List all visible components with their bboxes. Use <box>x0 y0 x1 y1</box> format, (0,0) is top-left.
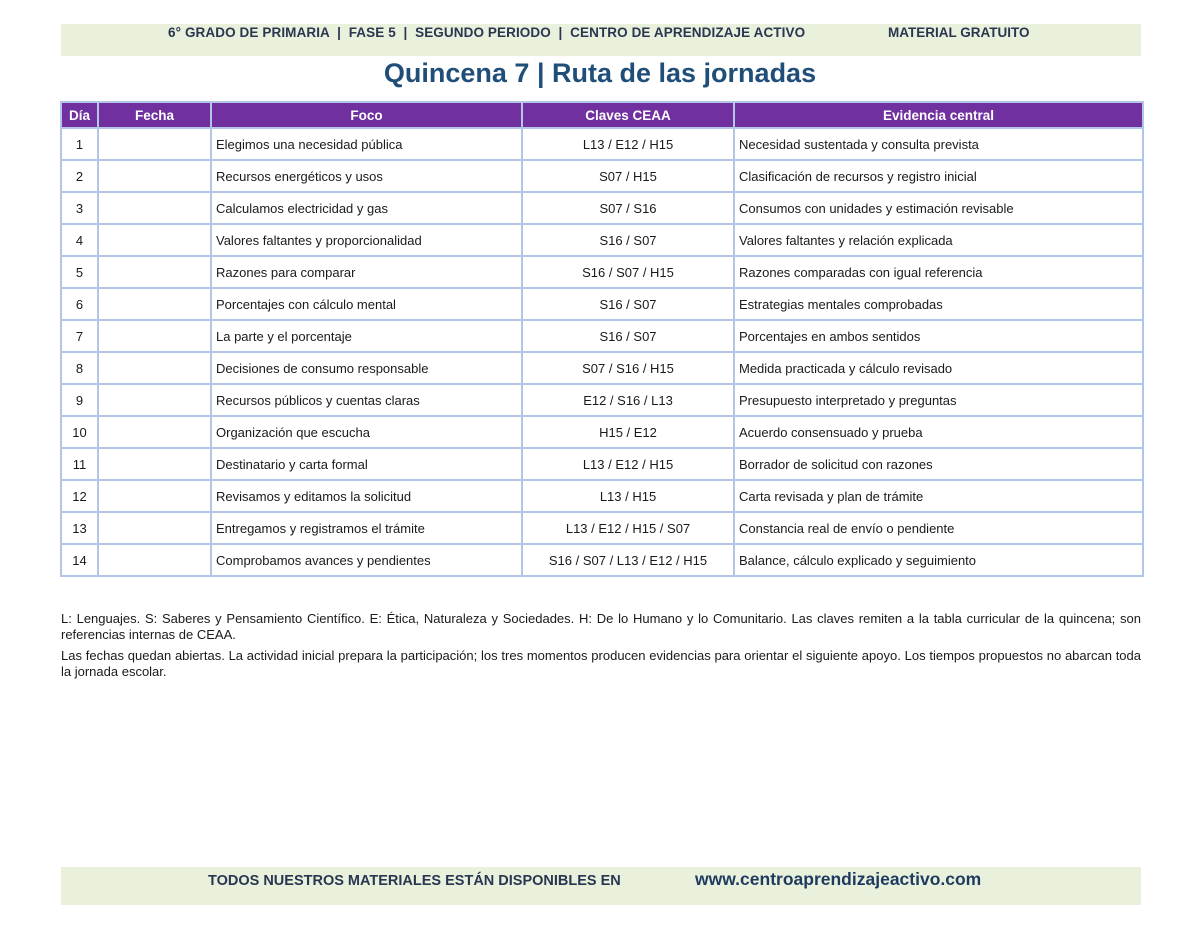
header-course-info: 6° GRADO DE PRIMARIA | FASE 5 | SEGUNDO PERIODO | CENTRO DE APRENDIZAJE ACTIVO <box>168 25 806 40</box>
cell-evidencia: Clasificación de recursos y registro inicial <box>734 160 1143 192</box>
notes-dates: Las fechas quedan abiertas. La actividad inicial prepara la participación; los tres momentos producen evidencias para orientar el siguiente apoyo. Los tiempos propuestos no abarcan toda la jornada escolar. <box>61 648 1141 679</box>
table-row <box>61 384 1143 416</box>
cell-evidencia: Valores faltantes y relación explicada <box>734 224 1143 256</box>
cell-evidencia: Balance, cálculo explicado y seguimiento <box>734 544 1143 576</box>
cell-fecha <box>98 224 211 256</box>
cell-foco: Recursos públicos y cuentas claras <box>211 384 522 416</box>
cell-fecha <box>98 128 211 160</box>
cell-fecha <box>98 384 211 416</box>
page-title: Quincena 7 | Ruta de las jornadas <box>383 58 817 88</box>
cell-foco: Elegimos una necesidad pública <box>211 128 522 160</box>
table-header-row <box>61 102 1143 128</box>
cell-dia: 8 <box>61 352 98 384</box>
cell-claves: L13 / H15 <box>522 480 734 512</box>
cell-claves: S07 / H15 <box>522 160 734 192</box>
cell-fecha <box>98 192 211 224</box>
cell-fecha <box>98 320 211 352</box>
cell-dia: 14 <box>61 544 98 576</box>
cell-fecha <box>98 416 211 448</box>
table-row <box>61 160 1143 192</box>
cell-claves: H15 / E12 <box>522 416 734 448</box>
cell-evidencia: Consumos con unidades y estimación revisable <box>734 192 1143 224</box>
cell-claves: S07 / S16 / H15 <box>522 352 734 384</box>
notes <box>61 611 1141 685</box>
cell-foco: La parte y el porcentaje <box>211 320 522 352</box>
cell-foco: Recursos energéticos y usos <box>211 160 522 192</box>
cell-foco: Entregamos y registramos el trámite <box>211 512 522 544</box>
cell-evidencia: Razones comparadas con igual referencia <box>734 256 1143 288</box>
cell-dia: 1 <box>61 128 98 160</box>
cell-fecha <box>98 544 211 576</box>
header-free-material: MATERIAL GRATUITO <box>888 25 1030 40</box>
table-row <box>61 320 1143 352</box>
cell-dia: 10 <box>61 416 98 448</box>
table-row <box>61 480 1143 512</box>
cell-evidencia: Porcentajes en ambos sentidos <box>734 320 1143 352</box>
cell-dia: 9 <box>61 384 98 416</box>
cell-fecha <box>98 352 211 384</box>
table-row <box>61 128 1143 160</box>
table-row <box>61 224 1143 256</box>
table-row <box>61 448 1143 480</box>
cell-fecha <box>98 512 211 544</box>
table-row <box>61 192 1143 224</box>
cell-claves: L13 / E12 / H15 / S07 <box>522 512 734 544</box>
cell-dia: 11 <box>61 448 98 480</box>
cell-fecha <box>98 448 211 480</box>
cell-dia: 5 <box>61 256 98 288</box>
cell-dia: 12 <box>61 480 98 512</box>
cell-evidencia: Presupuesto interpretado y preguntas <box>734 384 1143 416</box>
cell-claves: S16 / S07 / L13 / E12 / H15 <box>522 544 734 576</box>
cell-fecha <box>98 480 211 512</box>
cell-fecha <box>98 288 211 320</box>
table-row <box>61 512 1143 544</box>
cell-foco: Destinatario y carta formal <box>211 448 522 480</box>
notes-legend: L: Lenguajes. S: Saberes y Pensamiento Científico. E: Ética, Naturaleza y Sociedades. H: De lo Humano y lo Comunitario. Las claves remiten a la tabla curricular de la quincena; son referencias internas de CEAA. <box>61 611 1141 642</box>
cell-foco: Comprobamos avances y pendientes <box>211 544 522 576</box>
cell-claves: L13 / E12 / H15 <box>522 448 734 480</box>
cell-evidencia: Carta revisada y plan de trámite <box>734 480 1143 512</box>
cell-evidencia: Constancia real de envío o pendiente <box>734 512 1143 544</box>
cell-foco: Calculamos electricidad y gas <box>211 192 522 224</box>
cell-claves: E12 / S16 / L13 <box>522 384 734 416</box>
footer-band <box>61 867 1141 905</box>
cell-foco: Razones para comparar <box>211 256 522 288</box>
cell-claves: S16 / S07 <box>522 288 734 320</box>
cell-evidencia: Borrador de solicitud con razones <box>734 448 1143 480</box>
cell-dia: 2 <box>61 160 98 192</box>
cell-claves: S16 / S07 <box>522 224 734 256</box>
column-header-dia: Día <box>61 102 98 128</box>
cell-fecha <box>98 256 211 288</box>
cell-claves: S16 / S07 <box>522 320 734 352</box>
cell-dia: 7 <box>61 320 98 352</box>
cell-evidencia: Acuerdo consensuado y prueba <box>734 416 1143 448</box>
column-header-claves: Claves CEAA <box>522 102 734 128</box>
footer-label: TODOS NUESTROS MATERIALES ESTÁN DISPONIBLES EN <box>208 873 621 889</box>
cell-dia: 6 <box>61 288 98 320</box>
cell-dia: 3 <box>61 192 98 224</box>
table-row <box>61 544 1143 576</box>
cell-dia: 4 <box>61 224 98 256</box>
header-band <box>61 24 1141 56</box>
cell-claves: S07 / S16 <box>522 192 734 224</box>
table-row <box>61 416 1143 448</box>
cell-foco: Revisamos y editamos la solicitud <box>211 480 522 512</box>
cell-evidencia: Medida practicada y cálculo revisado <box>734 352 1143 384</box>
column-header-fecha: Fecha <box>98 102 211 128</box>
cell-claves: L13 / E12 / H15 <box>522 128 734 160</box>
cell-evidencia: Necesidad sustentada y consulta prevista <box>734 128 1143 160</box>
column-header-foco: Foco <box>211 102 522 128</box>
cell-foco: Porcentajes con cálculo mental <box>211 288 522 320</box>
table-row <box>61 256 1143 288</box>
cell-fecha <box>98 160 211 192</box>
table-row <box>61 352 1143 384</box>
table-row <box>61 288 1143 320</box>
cell-foco: Decisiones de consumo responsable <box>211 352 522 384</box>
cell-evidencia: Estrategias mentales comprobadas <box>734 288 1143 320</box>
cell-foco: Valores faltantes y proporcionalidad <box>211 224 522 256</box>
cell-dia: 13 <box>61 512 98 544</box>
footer-url-link[interactable]: www.centroaprendizajeactivo.com <box>695 869 982 889</box>
cell-claves: S16 / S07 / H15 <box>522 256 734 288</box>
cell-foco: Organización que escucha <box>211 416 522 448</box>
schedule-table <box>60 101 1144 577</box>
column-header-evidencia: Evidencia central <box>734 102 1143 128</box>
